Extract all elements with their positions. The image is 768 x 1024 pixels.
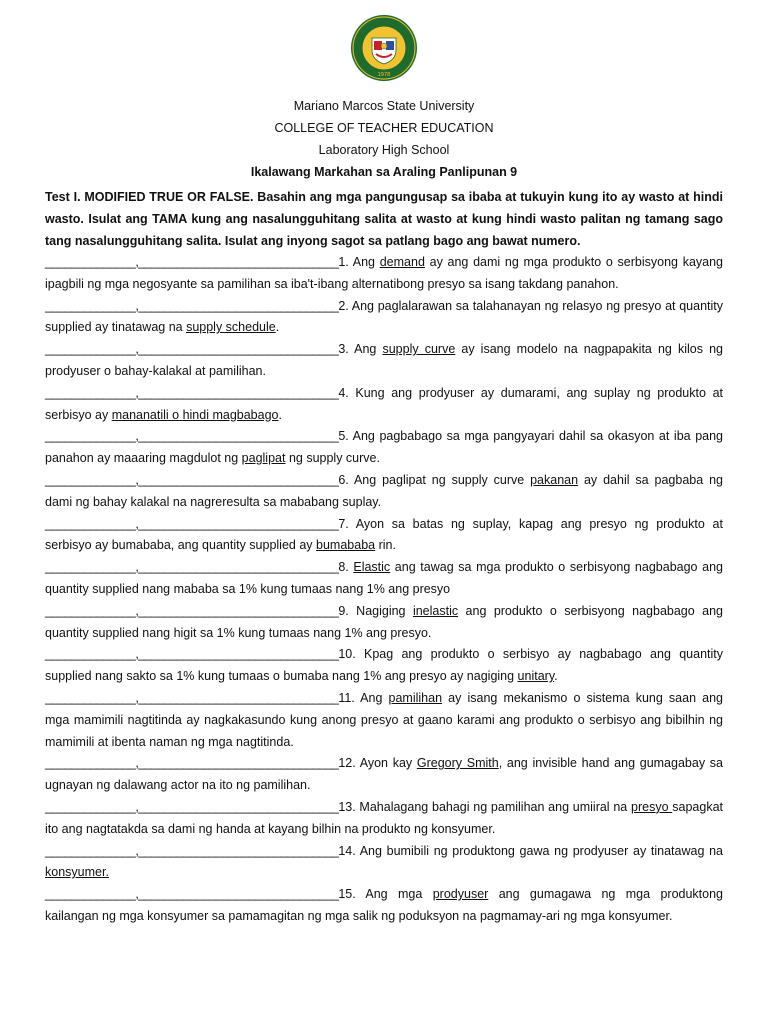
- question-item: [45, 688, 723, 753]
- answer-blank[interactable]: ______________,_______________________________: [45, 799, 339, 814]
- university-seal-icon: [350, 14, 418, 82]
- underlined-term: supply curve: [382, 342, 456, 357]
- university-seal: [350, 14, 418, 82]
- exam-title: Ikalawang Markahan sa Araling Panlipunan 9: [250, 165, 518, 179]
- question-text: 13. Mahalagang bahagi ng pamilihan ang umiiral na: [338, 799, 631, 814]
- question-text: rin.: [375, 538, 396, 553]
- question-list: [45, 252, 723, 928]
- underlined-term: pakanan: [530, 472, 579, 487]
- question-item: [45, 884, 723, 928]
- question-item: [45, 296, 723, 340]
- test-instructions: Test I. MODIFIED TRUE OR FALSE. Basahin ang mga pangungusap sa ibaba at tukuyin kung ito ay wasto at hindi wasto. Isulat ang TAMA kung ang nasalungguhitang salita at wasto at kung hindi wasto palitan ng tamang sago tang nasalungguhitang salita. Isulat ang inyong sagot sa patlang bago ang bawat numero.: [45, 190, 723, 248]
- question-item: [45, 557, 723, 601]
- question-text: ang tawag sa mga produkto o serbisyong nagbabago ang quantity supplied nang mababa sa 1% kung tumaas nang 1% ang presyo: [45, 560, 723, 596]
- question-item: [45, 644, 723, 688]
- answer-blank[interactable]: ______________,_______________________________: [45, 887, 339, 902]
- question-text: 11. Ang: [338, 690, 389, 705]
- answer-blank[interactable]: ______________,_______________________________: [45, 756, 339, 771]
- question-text: .: [278, 407, 282, 422]
- question-text: 2. Ang paglalarawan sa talahanayan ng relasyo ng presyo at quantity supplied ay tinatawag na: [45, 298, 723, 335]
- answer-blank[interactable]: ______________,_______________________________: [45, 342, 339, 357]
- question-text: 6. Ang paglipat ng supply curve: [338, 472, 531, 487]
- question-item: [45, 797, 723, 841]
- answer-blank[interactable]: ______________,_______________________________: [45, 255, 339, 269]
- question-item: [45, 601, 723, 645]
- answer-blank[interactable]: ______________,_______________________________: [45, 385, 339, 400]
- question-text: ay ang dami ng mga produkto o serbisyong kayang ipagbili ng mga negosyante sa pamilihan sa iba't-ibang alternatibong presyo sa isang takdang panahon.: [45, 255, 723, 291]
- question-text: 4. Kung ang prodyuser ay dumarami, ang suplay ng produkto at serbisyo ay: [45, 385, 723, 422]
- question-text: 10. Kpag ang produkto o serbisyo ay nagbabago ang quantity supplied nang sakto sa 1% kung tumaas o bumaba nang 1% ang presyo ay nagiging: [45, 647, 723, 684]
- college-name: COLLEGE OF TEACHER EDUCATION: [274, 121, 494, 135]
- question-text: ng supply curve.: [285, 451, 380, 466]
- question-text: 15. Ang mga: [338, 887, 433, 902]
- question-item: [45, 339, 723, 383]
- question-text: 12. Ayon kay: [338, 756, 417, 771]
- underlined-term: inelastic: [412, 603, 459, 618]
- question-item: [45, 426, 723, 470]
- underlined-term: konsyumer.: [45, 865, 109, 880]
- underlined-term: unitary: [517, 669, 555, 684]
- underlined-term: presyo: [631, 799, 673, 814]
- question-text: 3. Ang: [338, 342, 383, 357]
- underlined-term: prodyuser: [432, 887, 489, 902]
- underlined-term: pamilihan: [388, 690, 443, 705]
- question-text: ay isang mekanismo o sistema kung saan ang mga mamimili nagtitinda ay nagkakasundo kung anong presyo at gaano karami ang produkto o serbisyo ang bibilhin ng mamimili at ibenta naman ng mga nagtitinda.: [45, 690, 723, 749]
- question-item: [45, 753, 723, 797]
- question-text: 5. Ang pagbabago sa mga pangyayari dahil sa okasyon at iba pang panahon ay maaaring magdulot ng: [45, 429, 723, 466]
- answer-blank[interactable]: ______________,_______________________________: [45, 560, 339, 575]
- underlined-term: bumababa: [316, 538, 376, 553]
- question-text: ay dahil sa pagbaba ng dami ng bahay kalakal na nagreresulta sa mababang suplay.: [45, 472, 723, 509]
- question-text: , ang invisible hand ang gumagabay sa ugnayan ng dalawang actor na ito ng pamilihan.: [45, 756, 723, 793]
- question-item: [45, 383, 723, 427]
- question-item: [45, 514, 723, 558]
- answer-blank[interactable]: ______________,_______________________________: [45, 472, 339, 487]
- answer-blank[interactable]: ______________,_______________________________: [45, 690, 339, 705]
- underlined-term: paglipat: [241, 451, 286, 466]
- underlined-term: Gregory Smith: [416, 756, 499, 771]
- answer-blank[interactable]: ______________,_______________________________: [45, 516, 339, 531]
- question-text: 9. Nagiging: [338, 603, 413, 618]
- underlined-term: demand: [379, 255, 425, 269]
- question-item: [45, 252, 723, 296]
- answer-blank[interactable]: ______________,_______________________________: [45, 298, 339, 313]
- question-item: [45, 470, 723, 514]
- question-item: [45, 841, 723, 885]
- question-text: 14. Ang bumibili ng produktong gawa ng prodyuser ay tinatawag na: [338, 843, 723, 858]
- answer-blank[interactable]: ______________,_______________________________: [45, 647, 339, 662]
- question-text: sapagkat ito ang nagtatakda sa dami ng handa at kayang bilhin na produkto ng konsyumer.: [45, 799, 723, 836]
- university-name: Mariano Marcos State University: [293, 99, 475, 113]
- question-text: ang gumagawa ng mga produktong kailangan ng mga konsyumer sa pamamagitan ng mga salik ng poduksyon na pagmamay-ari ng mga konsyumer.: [45, 887, 724, 923]
- question-text: .: [554, 669, 558, 684]
- answer-blank[interactable]: ______________,_______________________________: [45, 843, 339, 858]
- question-text: .: [275, 320, 280, 335]
- underlined-term: supply schedule: [186, 320, 276, 335]
- question-text: 8.: [338, 560, 354, 575]
- question-text: ay isang modelo na nagpapakita ng kilos ng prodyuser o bahay-kalakal at pamilihan.: [45, 342, 723, 378]
- underlined-term: Elastic: [353, 560, 391, 575]
- answer-blank[interactable]: ______________,_______________________________: [45, 429, 339, 444]
- underlined-term: mananatili o hindi magbabago: [111, 407, 279, 422]
- question-text: 1. Ang: [338, 255, 380, 269]
- answer-blank[interactable]: ______________,_______________________________: [45, 603, 339, 618]
- question-text: 7. Ayon sa batas ng suplay, kapag ang presyo ng produkto at serbisyo ay bumababa, ang quantity supplied ay: [45, 516, 723, 553]
- school-name: Laboratory High School: [318, 143, 450, 157]
- question-text: ang produkto o serbisyong nagbabago ang quantity supplied nang higit sa 1% kung tumaas nang 1% ang presyo.: [45, 603, 723, 640]
- svg-text:1978: 1978: [377, 72, 391, 78]
